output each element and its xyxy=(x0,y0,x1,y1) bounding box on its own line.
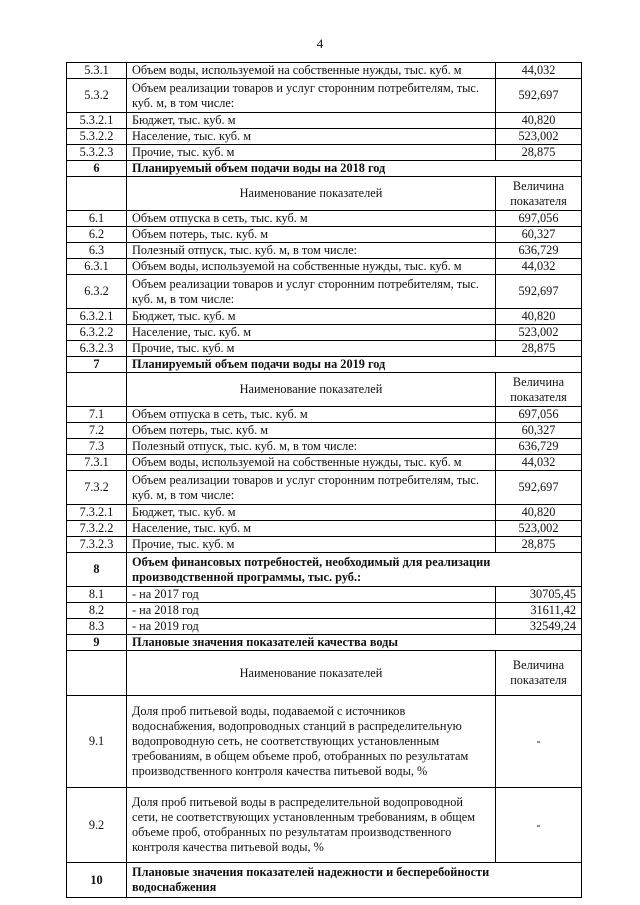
table-row xyxy=(67,63,582,79)
header-row xyxy=(67,177,582,211)
table-row xyxy=(67,211,582,227)
row-value: 636,729 xyxy=(496,439,582,455)
section-number: 10 xyxy=(67,863,127,898)
header-value: Величина показателя xyxy=(496,651,582,696)
page-number: 4 xyxy=(316,36,324,51)
row-value: 44,032 xyxy=(496,259,582,275)
row-number: 8.1 xyxy=(67,587,127,603)
row-name: Объем потерь, тыс. куб. м xyxy=(127,423,496,439)
table-row xyxy=(67,341,582,357)
row-name: Объем отпуска в сеть, тыс. куб. м xyxy=(127,407,496,423)
section-number: 9 xyxy=(67,635,127,651)
row-value: 523,002 xyxy=(496,129,582,145)
header-value: Величина показателя xyxy=(496,177,582,211)
table-row xyxy=(67,587,582,603)
row-number: 7.3.1 xyxy=(67,455,127,471)
section-row xyxy=(67,161,582,177)
section-title: Планируемый объем подачи воды на 2019 год xyxy=(127,357,582,373)
row-name: Полезный отпуск, тыс. куб. м, в том числе: xyxy=(127,439,496,455)
table-row xyxy=(67,113,582,129)
row-name: - на 2019 год xyxy=(127,619,496,635)
section-title: Планируемый объем подачи воды на 2018 год xyxy=(127,161,582,177)
table-row xyxy=(67,603,582,619)
table-row xyxy=(67,275,582,309)
table-row xyxy=(67,696,582,788)
row-value: - xyxy=(496,696,582,788)
section-row xyxy=(67,357,582,373)
header-name: Наименование показателей xyxy=(127,651,496,696)
table-row xyxy=(67,259,582,275)
table-row xyxy=(67,423,582,439)
row-name: Бюджет, тыс. куб. м xyxy=(127,309,496,325)
header-name: Наименование показателей xyxy=(127,177,496,211)
table-row xyxy=(67,407,582,423)
row-value: 592,697 xyxy=(496,471,582,505)
row-value: 40,820 xyxy=(496,505,582,521)
row-value: 31611,42 xyxy=(496,603,582,619)
row-number: 8.2 xyxy=(67,603,127,619)
row-number: 9.1 xyxy=(67,696,127,788)
row-number: 9.2 xyxy=(67,788,127,863)
row-value: 30705,45 xyxy=(496,587,582,603)
header-name: Наименование показателей xyxy=(127,373,496,407)
row-value: 44,032 xyxy=(496,455,582,471)
row-number: 5.3.2.3 xyxy=(67,145,127,161)
row-number: 6.3.2.2 xyxy=(67,325,127,341)
row-value: 28,875 xyxy=(496,537,582,553)
row-value: 32549,24 xyxy=(496,619,582,635)
table-row xyxy=(67,309,582,325)
row-name: Прочие, тыс. куб. м xyxy=(127,145,496,161)
section-title: Объем финансовых потребностей, необходимый для реализации производственной программы, тыс. руб.: xyxy=(127,553,582,587)
row-number: 7.3.2.1 xyxy=(67,505,127,521)
table-row xyxy=(67,439,582,455)
row-number: 7.3.2.2 xyxy=(67,521,127,537)
table-row xyxy=(67,227,582,243)
row-value: 592,697 xyxy=(496,79,582,113)
section-title: Плановые значения показателей надежности и бесперебойности водоснабжения xyxy=(127,863,582,898)
row-number: 5.3.1 xyxy=(67,63,127,79)
row-name: Население, тыс. куб. м xyxy=(127,325,496,341)
row-number: 8.3 xyxy=(67,619,127,635)
table-row xyxy=(67,79,582,113)
row-value: - xyxy=(496,788,582,863)
row-name: Объем реализации товаров и услуг сторонним потребителям, тыс. куб. м, в том числе: xyxy=(127,471,496,505)
section-row xyxy=(67,635,582,651)
row-number: 7.2 xyxy=(67,423,127,439)
row-name: Население, тыс. куб. м xyxy=(127,521,496,537)
row-number: 6.3.2 xyxy=(67,275,127,309)
row-value: 523,002 xyxy=(496,325,582,341)
row-name: Объем воды, используемой на собственные нужды, тыс. куб. м xyxy=(127,63,496,79)
table-row xyxy=(67,129,582,145)
row-number: 5.3.2.1 xyxy=(67,113,127,129)
header-row xyxy=(67,651,582,696)
row-number: 6.1 xyxy=(67,211,127,227)
row-name: - на 2017 год xyxy=(127,587,496,603)
section-row xyxy=(67,863,582,898)
row-name: Население, тыс. куб. м xyxy=(127,129,496,145)
indicators-table xyxy=(66,62,582,898)
row-name: Объем потерь, тыс. куб. м xyxy=(127,227,496,243)
row-name: Полезный отпуск, тыс. куб. м, в том числе: xyxy=(127,243,496,259)
section-number: 6 xyxy=(67,161,127,177)
header-empty-cell xyxy=(67,651,127,696)
row-name: Бюджет, тыс. куб. м xyxy=(127,113,496,129)
row-number: 7.3.2 xyxy=(67,471,127,505)
row-value: 40,820 xyxy=(496,113,582,129)
row-name: Прочие, тыс. куб. м xyxy=(127,537,496,553)
row-name: Доля проб питьевой воды в распределительной водопроводной сети, не соответствующих установленным требованиям, в общем объеме проб, отобранных по результатам производственного контроля качества питьевой воды, % xyxy=(127,788,496,863)
row-name: Объем воды, используемой на собственные нужды, тыс. куб. м xyxy=(127,259,496,275)
table-row xyxy=(67,788,582,863)
section-number: 8 xyxy=(67,553,127,587)
row-name: Объем реализации товаров и услуг сторонним потребителям, тыс. куб. м, в том числе: xyxy=(127,79,496,113)
row-number: 6.2 xyxy=(67,227,127,243)
row-value: 40,820 xyxy=(496,309,582,325)
header-empty-cell xyxy=(67,177,127,211)
row-value: 592,697 xyxy=(496,275,582,309)
row-number: 5.3.2 xyxy=(67,79,127,113)
row-name: Бюджет, тыс. куб. м xyxy=(127,505,496,521)
table-row xyxy=(67,471,582,505)
row-number: 6.3 xyxy=(67,243,127,259)
table-row xyxy=(67,455,582,471)
row-value: 44,032 xyxy=(496,63,582,79)
row-value: 636,729 xyxy=(496,243,582,259)
table-row xyxy=(67,243,582,259)
table-row xyxy=(67,537,582,553)
row-name: Объем реализации товаров и услуг сторонним потребителям, тыс. куб. м, в том числе: xyxy=(127,275,496,309)
header-row xyxy=(67,373,582,407)
row-value: 60,327 xyxy=(496,423,582,439)
row-number: 6.3.2.3 xyxy=(67,341,127,357)
section-number: 7 xyxy=(67,357,127,373)
table-row xyxy=(67,505,582,521)
row-number: 7.3 xyxy=(67,439,127,455)
table-row xyxy=(67,145,582,161)
header-empty-cell xyxy=(67,373,127,407)
row-value: 523,002 xyxy=(496,521,582,537)
row-value: 60,327 xyxy=(496,227,582,243)
table-row xyxy=(67,325,582,341)
row-value: 28,875 xyxy=(496,341,582,357)
row-value: 697,056 xyxy=(496,407,582,423)
row-name: Доля проб питьевой воды, подаваемой с источников водоснабжения, водопроводных станций в распределительную водопроводную сеть, не соответствующих установленным требованиям, в общем объеме проб, отобранных по результатам производственного контроля качества питьевой воды, % xyxy=(127,696,496,788)
row-number: 7.1 xyxy=(67,407,127,423)
table-row xyxy=(67,619,582,635)
row-value: 28,875 xyxy=(496,145,582,161)
row-name: - на 2018 год xyxy=(127,603,496,619)
section-row xyxy=(67,553,582,587)
row-number: 7.3.2.3 xyxy=(67,537,127,553)
section-title: Плановые значения показателей качества воды xyxy=(127,635,582,651)
row-number: 6.3.2.1 xyxy=(67,309,127,325)
row-name: Объем отпуска в сеть, тыс. куб. м xyxy=(127,211,496,227)
header-value: Величина показателя xyxy=(496,373,582,407)
row-name: Прочие, тыс. куб. м xyxy=(127,341,496,357)
row-name: Объем воды, используемой на собственные нужды, тыс. куб. м xyxy=(127,455,496,471)
row-value: 697,056 xyxy=(496,211,582,227)
row-number: 5.3.2.2 xyxy=(67,129,127,145)
row-number: 6.3.1 xyxy=(67,259,127,275)
table-row xyxy=(67,521,582,537)
